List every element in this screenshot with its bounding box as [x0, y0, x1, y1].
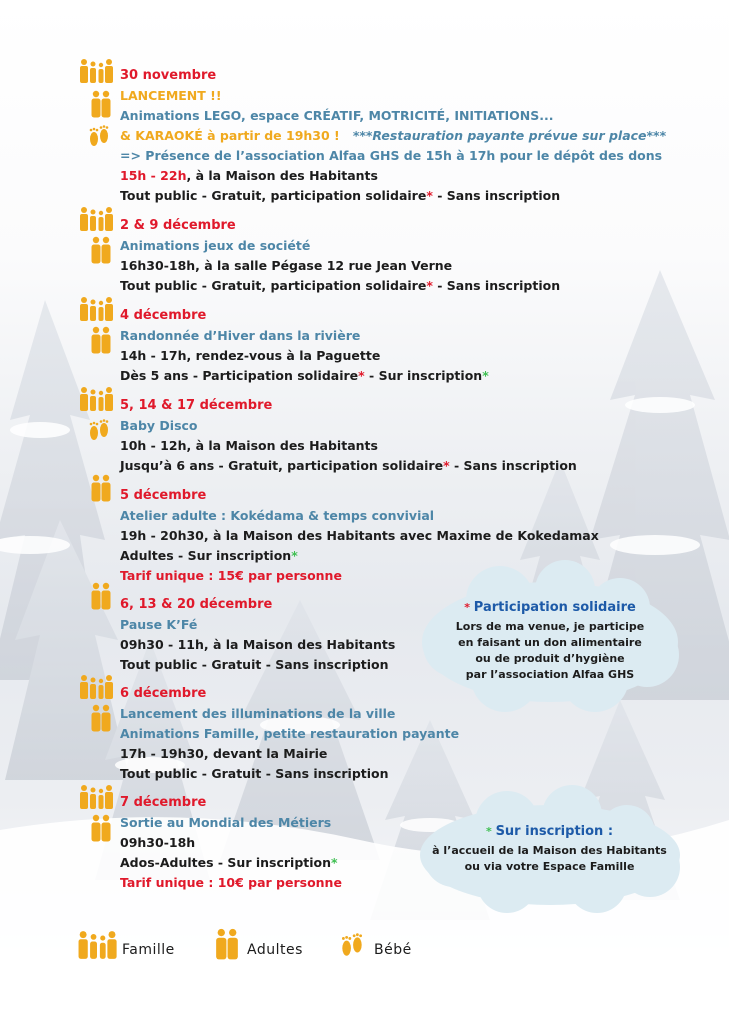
event-info-end: - Sans inscription	[449, 458, 577, 473]
event-tarif: Tarif unique : 15€ par personne	[120, 568, 342, 583]
star-red: *	[443, 458, 450, 473]
cloud-solidaire-line: ou de produit d’hygiène	[475, 652, 625, 665]
adults-icon	[90, 474, 112, 502]
event-time: 09h30-18h	[120, 835, 196, 850]
event-time-highlight: 15h - 22h	[120, 168, 187, 183]
event-time: 10h - 12h, à la Maison des Habitants	[120, 438, 378, 453]
event-title: Randonnée d’Hiver dans la rivière	[120, 328, 361, 343]
event-title: Baby Disco	[120, 418, 198, 433]
event-info: Ados-Adultes - Sur inscription	[120, 855, 332, 870]
baby-feet-icon	[86, 418, 112, 444]
event-time: 17h - 19h30, devant la Mairie	[120, 746, 328, 761]
family-icon	[78, 296, 114, 322]
family-icon	[78, 674, 114, 700]
event-info-end: - Sans inscription	[432, 188, 561, 203]
cloud-inscription-line: à l’accueil de la Maison des Habitants	[432, 844, 667, 857]
event-date: 2 & 9 décembre	[120, 218, 236, 233]
event-title-secondary: Animations Famille, petite restauration payante	[120, 726, 460, 741]
adults-icon	[90, 236, 112, 264]
family-icon	[76, 930, 118, 960]
event-karaoke: & KARAOKÉ à partir de 19h30 !	[120, 128, 340, 143]
event-date: 7 décembre	[120, 795, 207, 810]
adults-icon	[90, 582, 112, 610]
event-date: 5 décembre	[120, 488, 207, 503]
star-green: *	[331, 855, 338, 870]
star-red: *	[426, 278, 433, 293]
star-red: *	[426, 188, 433, 203]
cloud-solidaire-line: par l’association Alfaa GHS	[465, 668, 635, 681]
cloud-solidaire-line: en faisant un don alimentaire	[458, 636, 642, 649]
legend-adultes: Adultes	[247, 942, 303, 958]
event-time: 09h30 - 11h, à la Maison des Habitants	[120, 637, 396, 652]
event-title: Animations jeux de société	[120, 238, 311, 253]
star-green: *	[291, 548, 298, 563]
event-info: Jusqu’à 6 ans - Gratuit, participation solidaire	[120, 458, 444, 473]
event-title: Lancement des illuminations de la ville	[120, 706, 396, 721]
adults-icon	[90, 704, 112, 732]
baby-feet-icon	[338, 932, 366, 960]
event-info: Dès 5 ans - Participation solidaire	[120, 368, 359, 383]
event-date: 30 novembre	[120, 68, 217, 83]
event-date: 4 décembre	[120, 308, 207, 323]
family-icon	[78, 784, 114, 810]
event-restauration: ***Restauration payante prévue sur place***	[352, 128, 667, 143]
event-time: 16h30-18h, à la salle Pégase 12 rue Jean Verne	[120, 258, 453, 273]
event-date: 6 décembre	[120, 686, 207, 701]
star-red: *	[358, 368, 365, 383]
event-title: Atelier adulte : Kokédama & temps convivial	[120, 508, 435, 523]
event-time: 14h - 17h, rendez-vous à la Paguette	[120, 348, 381, 363]
event-date: 6, 13 & 20 décembre	[120, 597, 273, 612]
event-title: Pause K’Fé	[120, 617, 198, 632]
cloud-inscription-line: ou via votre Espace Famille	[464, 860, 635, 873]
star-green: *	[485, 825, 492, 838]
adults-icon	[90, 814, 112, 842]
adults-icon	[214, 928, 240, 960]
event-info: Adultes - Sur inscription	[120, 548, 292, 563]
event-time: 19h - 20h30, à la Maison des Habitants avec Maxime de Kokedamax	[120, 528, 599, 543]
baby-feet-icon	[86, 124, 112, 150]
event-date: 5, 14 & 17 décembre	[120, 398, 273, 413]
family-icon	[78, 386, 114, 412]
event-info: Tout public - Gratuit - Sans inscription	[120, 766, 389, 781]
event-info: Tout public - Gratuit, participation solidaire	[120, 278, 427, 293]
event-info-end: - Sur inscription	[364, 368, 483, 383]
legend-famille: Famille	[122, 942, 175, 958]
cloud-solidaire-title: Participation solidaire	[473, 600, 636, 615]
event-alfaa: => Présence de l’association Alfaa GHS de 15h à 17h pour le dépôt des dons	[120, 148, 663, 163]
adults-icon	[90, 90, 112, 118]
family-icon	[78, 58, 114, 84]
event-info: Tout public - Gratuit, participation solidaire	[120, 188, 427, 203]
event-time: , à la Maison des Habitants	[186, 168, 378, 183]
family-icon	[78, 206, 114, 232]
adults-icon	[90, 326, 112, 354]
cloud-solidaire-line: Lors de ma venue, je participe	[455, 620, 645, 633]
star-red: *	[464, 601, 470, 614]
event-title: Sortie au Mondial des Métiers	[120, 815, 332, 830]
event-title: Animations LEGO, espace CRÉATIF, MOTRICITÉ, INITIATIONS...	[120, 108, 554, 123]
event-info-end: - Sans inscription	[432, 278, 561, 293]
legend-bebe: Bébé	[374, 942, 412, 958]
event-info: Tout public - Gratuit - Sans inscription	[120, 657, 389, 672]
cloud-inscription-title: Sur inscription :	[495, 824, 614, 839]
event-tarif: Tarif unique : 10€ par personne	[120, 875, 342, 890]
star-green: *	[482, 368, 489, 383]
event-lancement: LANCEMENT !!	[120, 88, 222, 103]
